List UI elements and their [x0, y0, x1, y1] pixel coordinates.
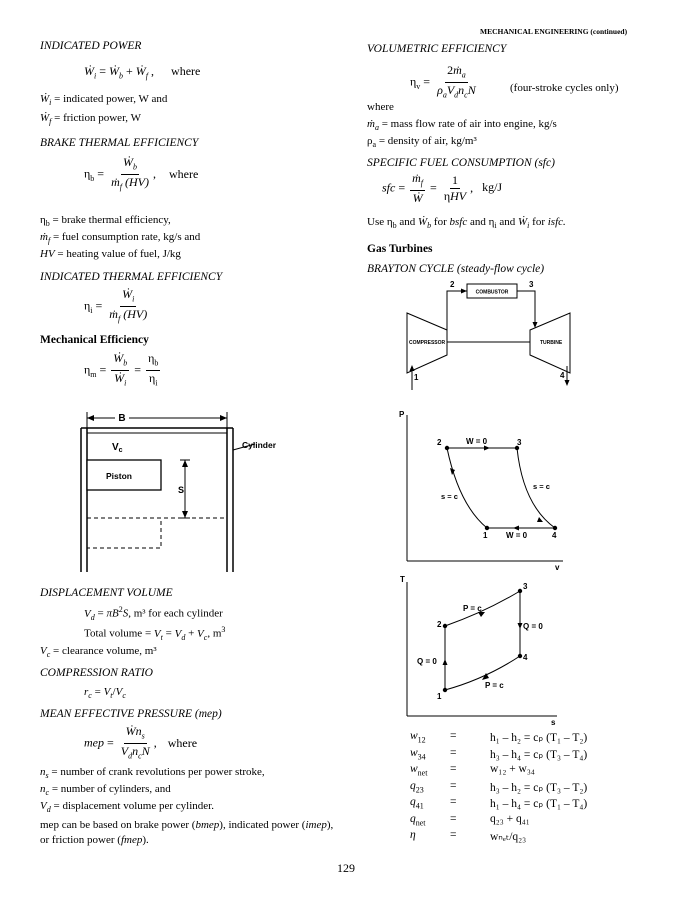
brayton-title: BRAYTON CYCLE (steady-flow cycle)	[367, 263, 545, 275]
mf-definition: ṁ$_f$ = fuel consumption rate, kg/s and	[40, 231, 201, 246]
where-label: where	[367, 101, 394, 113]
schem-pt-1: 1	[414, 373, 419, 382]
four-stroke-note: (four-stroke cycles only)	[510, 82, 619, 94]
cycle-lhs: $q_{23}$	[410, 779, 424, 794]
pv-pt-1: 1	[483, 531, 488, 540]
label-vc: $V_c$	[112, 442, 123, 454]
sfc-title: SPECIFIC FUEL CONSUMPTION (sfc)	[367, 157, 555, 169]
brayton-schematic	[395, 278, 595, 393]
label-cylinder: Cylinder	[242, 440, 277, 450]
ts-pt-4: 4	[523, 653, 528, 662]
brake-efficiency-title: BRAKE THERMAL EFFICIENCY	[40, 137, 199, 149]
pv-y-axis: P	[399, 410, 405, 419]
indicated-power-equation: Ẇ$_i$ = Ẇ$_b$ + Ẇ$_f$ , where	[84, 64, 201, 81]
ts-p-top: P = c	[463, 604, 482, 613]
mep-title: MEAN EFFECTIVE PRESSURE (mep)	[40, 708, 222, 720]
pv-w-top: W = 0	[466, 437, 488, 446]
cycle-rhs: w₁₂ + w₃₄	[490, 763, 535, 775]
cycle-equals: =	[450, 779, 457, 792]
mep-note: mep can be based on brake power (bmep), indicated power (imep), or friction power (fmep).	[40, 819, 334, 846]
volumetric-efficiency-title: VOLUMETRIC EFFICIENCY	[367, 43, 507, 55]
cycle-lhs-sub: 41	[415, 801, 424, 811]
pv-x-axis: v	[555, 563, 560, 572]
use-note: Use $\eta_b$ and Ẇ$_b$ for bsfc and $\eta_i$ and Ẇ$_i$ for isfc.	[367, 216, 566, 231]
pv-s-right: s = c	[533, 482, 550, 491]
vc-definition: $V_c$ = clearance volume, m³	[40, 645, 157, 660]
cycle-equals: =	[450, 730, 457, 742]
cylinder-diagram	[70, 400, 277, 575]
cycle-lhs-sub: net	[417, 768, 428, 778]
page-number: 129	[337, 861, 355, 875]
mechanical-efficiency-title: Mechanical Efficiency	[40, 334, 149, 346]
compression-ratio-equation: $r_c = V_t/V_c$	[84, 686, 126, 701]
combustor-label: COMBUSTOR	[475, 289, 509, 296]
ts-pt-1: 1	[437, 692, 442, 701]
cycle-equals: =	[450, 746, 457, 759]
schem-pt-4: 4	[560, 371, 565, 380]
brake-efficiency-equation: $\eta_b$ = $\frac{Ẇ_b}{ṁ_f (HV)}$ , where	[84, 155, 199, 192]
schem-pt-3: 3	[529, 280, 534, 289]
label-s: S	[178, 485, 185, 495]
indicated-thermal-title: INDICATED THERMAL EFFICIENCY	[40, 271, 223, 283]
ts-x-axis: s	[551, 718, 556, 727]
cycle-rhs: q₂₃ + q₄₁	[490, 812, 530, 825]
cycle-rhs: h₃ – h₄ = cₚ (T₃ – T₄)	[490, 748, 588, 761]
rho-definition: $\rho_a$ = density of air, kg/m³	[367, 135, 477, 150]
pv-s-left: s = c	[441, 492, 458, 501]
hv-definition: HV = heating value of fuel, J/kg	[40, 248, 181, 260]
vd-definition: $V_d$ = displacement volume per cylinder.	[40, 800, 214, 815]
mechanical-efficiency-equation: $\eta_m$ = $\frac{Ẇ_b}{Ẇ_i}$ = $\frac{\eta_b}{\eta_i}$	[84, 351, 159, 388]
ts-y-axis: T	[400, 575, 405, 584]
gas-turbines-title: Gas Turbines	[367, 243, 433, 255]
ts-p-bottom: P = c	[485, 681, 504, 690]
displacement-volume-title: DISPLACEMENT VOLUME	[40, 587, 173, 599]
cycle-rhs: h₁ – h₄ = cₚ (T₁ – T₄)	[490, 798, 588, 810]
turbine-label: TURBINE	[540, 340, 563, 346]
cycle-equals: =	[450, 829, 457, 841]
cycle-lhs: $w_{net}$	[410, 763, 428, 778]
ma-definition: ṁ$_a$ = mass flow rate of air into engine, kg/s	[367, 118, 557, 133]
cycle-lhs: $q_{net}$	[410, 812, 426, 827]
ts-pt-3: 3	[523, 582, 528, 591]
nc-definition: $n_c$ = number of cylinders, and	[40, 783, 171, 798]
volumetric-efficiency-equation: $\eta_v$ = $\frac{2ṁ_a}{\rho_aV_dn_cN}$	[410, 63, 476, 100]
cycle-lhs-sub: 12	[417, 735, 426, 745]
indicated-power-title: INDICATED POWER	[40, 40, 142, 52]
ts-q-right: Q = 0	[523, 622, 543, 631]
cycle-rhs: h₃ – h₂ = cₚ (T₃ – T₂)	[490, 781, 588, 794]
displacement-equation: $V_d = \pi B^2S$, m³ for each cylinder	[84, 605, 223, 622]
cycle-lhs-sub: net	[415, 817, 426, 827]
ts-pt-2: 2	[437, 620, 442, 629]
compressor-label: COMPRESSOR	[409, 340, 446, 346]
label-piston: Piston	[106, 471, 132, 481]
cycle-lhs: $w_{12}$	[410, 730, 426, 745]
cycle-lhs: $w_{34}$	[410, 746, 426, 761]
cycle-equals: =	[450, 796, 457, 808]
ns-definition: $n_s$ = number of crank revolutions per power stroke,	[40, 766, 265, 781]
pv-pt-4: 4	[552, 531, 557, 540]
ts-diagram	[395, 574, 565, 726]
wf-definition: Ẇ$_f$ = friction power, W	[40, 112, 141, 127]
schem-pt-2: 2	[450, 280, 455, 289]
label-b: B	[118, 413, 126, 424]
cycle-equals: =	[450, 812, 457, 825]
pv-pt-3: 3	[517, 438, 522, 447]
cycle-lhs: $q_{41}$	[410, 796, 424, 811]
pv-diagram	[395, 405, 565, 570]
ts-q-left: Q = 0	[417, 657, 437, 666]
cycle-lhs-sub: 34	[417, 751, 426, 761]
compression-ratio-title: COMPRESSION RATIO	[40, 667, 153, 679]
cycle-rhs: h₁ – h₂ = cₚ (T₁ – T₂)	[490, 732, 588, 744]
sfc-equation: sfc = $\frac{ṁ_f}{\text{Ẇ}}$ = $\frac{1}{\text{ηHV}}$ , kg/J	[382, 171, 503, 206]
cycle-lhs: η	[410, 829, 416, 841]
cycle-lhs-sub: 23	[415, 784, 424, 794]
cycle-rhs: wₙₑₜ/q₂₃	[490, 831, 527, 843]
wi-definition: Ẇ$_i$ = indicated power, W and	[40, 93, 168, 108]
page-header: MECHANICAL ENGINEERING (continued)	[480, 27, 628, 36]
indicated-thermal-equation: $\eta_i$ = $\frac{Ẇ_i}{ṁ_f (HV)}$	[84, 287, 148, 324]
total-volume-equation: Total volume = $V_t = V_d + V_c$, $m^3$	[84, 625, 226, 642]
mep-equation: mep = $\frac{Ẇn_s}{V_dn_cN}$ , where	[84, 724, 198, 761]
pv-pt-2: 2	[437, 438, 442, 447]
cycle-equals: =	[450, 763, 457, 775]
pv-w-bottom: W = 0	[506, 531, 528, 540]
eta-b-definition: $\eta_b$ = brake thermal efficiency,	[40, 214, 171, 229]
